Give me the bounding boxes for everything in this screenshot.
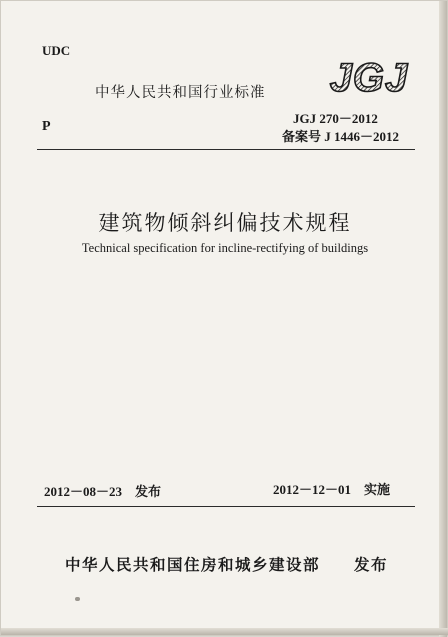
record-number: 备案号 J 1446－2012 bbox=[282, 129, 400, 144]
bottom-divider bbox=[37, 506, 415, 507]
title-chinese: 建筑物倾斜纠偏技术规程 bbox=[98, 211, 352, 235]
title-english: Technical specification for incline-rectifying of buildings bbox=[81, 241, 369, 255]
issue-date: 2012－08－23 发布 bbox=[44, 484, 162, 499]
page-edge-bottom bbox=[1, 628, 448, 635]
jgj-logo bbox=[328, 54, 410, 98]
top-divider bbox=[37, 149, 415, 150]
ministry-standard-label: 中华人民共和国行业标准 bbox=[95, 85, 266, 101]
udc-code: UDC bbox=[42, 43, 71, 58]
page-edge-right bbox=[439, 1, 447, 637]
print-mark bbox=[75, 597, 80, 601]
standard-number: JGJ 270－2012 bbox=[293, 111, 378, 126]
jgj-logo-text: JGJ bbox=[329, 56, 409, 98]
implementation-date: 2012－12－01 实施 bbox=[273, 482, 391, 497]
classification-code: P bbox=[42, 119, 51, 134]
publisher: 中华人民共和国住房和城乡建设部 发布 bbox=[65, 556, 389, 574]
